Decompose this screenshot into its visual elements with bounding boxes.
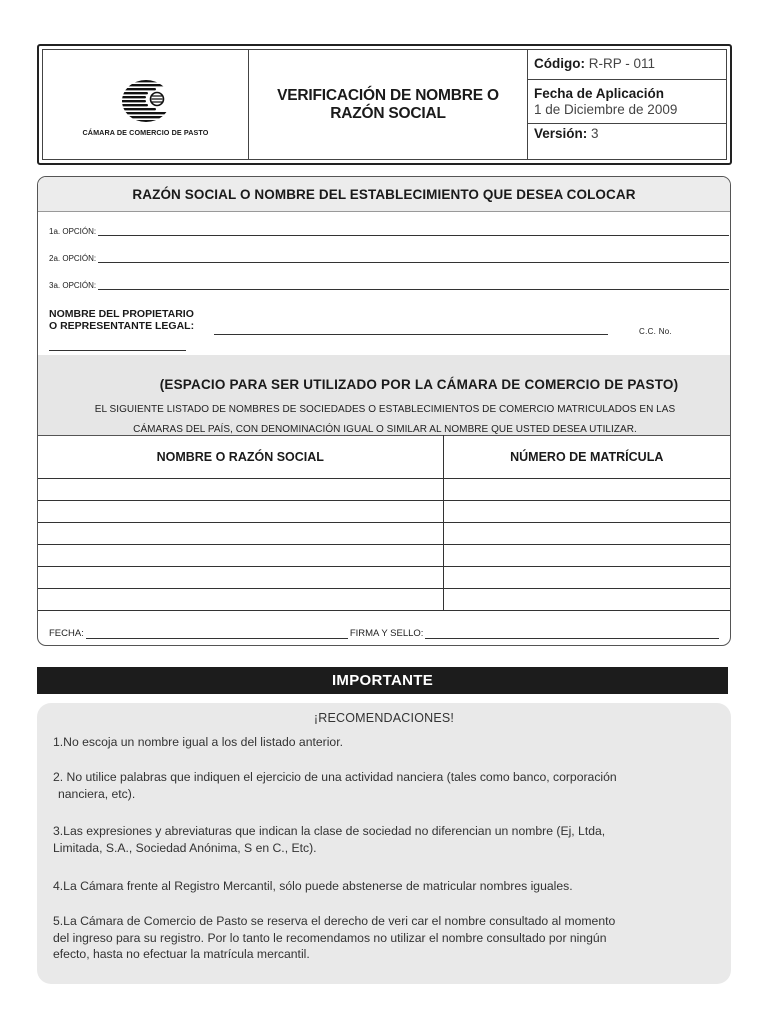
logo-cell bbox=[43, 50, 249, 159]
cc-number-field[interactable] bbox=[49, 350, 186, 351]
owner-label-line-2: O REPRESENTANTE LEGAL: bbox=[49, 320, 195, 332]
table-cell[interactable] bbox=[443, 501, 730, 523]
recommendation-3-line-1: 3.Las expresiones y abreviaturas que indican la clase de sociedad no diferencian un nombre (Ej, Ltda, bbox=[53, 824, 606, 838]
chamber-desc-line-1: EL SIGUIENTE LISTADO DE NOMBRES DE SOCIEDADES O ESTABLECIMIENTOS DE COMERCIO MATRICULADOS EN LAS bbox=[94, 404, 676, 415]
table-cell[interactable] bbox=[443, 479, 730, 501]
option-3-label: 3a. OPCIÓN: bbox=[49, 281, 97, 290]
title-cell bbox=[249, 50, 528, 159]
signature-label: FIRMA Y SELLO: bbox=[349, 628, 424, 639]
signature-field[interactable] bbox=[425, 630, 719, 639]
owner-label-line-1: NOMBRE DEL PROPIETARIO bbox=[49, 308, 194, 320]
table-row bbox=[38, 479, 730, 501]
column-header-registration: NÚMERO DE MATRÍCULA bbox=[443, 436, 730, 479]
owner-label bbox=[49, 308, 194, 332]
option-1-row bbox=[49, 227, 729, 236]
table-row bbox=[38, 567, 730, 589]
meta-cell bbox=[528, 50, 726, 159]
date-row bbox=[528, 80, 726, 124]
table-row bbox=[38, 523, 730, 545]
option-3-field[interactable] bbox=[98, 282, 729, 290]
title-line-1: VERIFICACIÓN DE NOMBRE O bbox=[277, 86, 499, 104]
chamber-logo-icon bbox=[114, 79, 178, 123]
chamber-desc-line-2: CÁMARAS DEL PAÍS, CON DENOMINACIÓN IGUAL O SIMILAR AL NOMBRE QUE USTED DESEA UTILIZAR. bbox=[133, 424, 637, 435]
table-cell[interactable] bbox=[443, 567, 730, 589]
table-cell[interactable] bbox=[38, 501, 443, 523]
recommendation-4: 4.La Cámara frente al Registro Mercantil, sólo puede abstenerse de matricular nombres iguales. bbox=[53, 879, 573, 893]
option-2-field[interactable] bbox=[98, 255, 729, 263]
recommendation-5-line-2: del ingreso para su registro. Por lo tanto le recomendamos no utilizar el nombre consultado por ningún bbox=[53, 930, 607, 945]
recommendation-3 bbox=[53, 823, 725, 856]
header-table bbox=[42, 49, 727, 160]
date-field[interactable] bbox=[86, 630, 348, 639]
code-row bbox=[528, 50, 726, 80]
chamber-use-title: (ESPACIO PARA SER UTILIZADO POR LA CÁMARA DE COMERCIO DE PASTO) bbox=[159, 377, 679, 392]
version-label: Versión: bbox=[534, 126, 588, 141]
recommendation-5-line-3: efecto, hasta no efectuar la matrícula mercantil. bbox=[53, 947, 310, 961]
table-cell[interactable] bbox=[38, 545, 443, 567]
cc-label: C.C. No. bbox=[639, 327, 673, 336]
option-1-label: 1a. OPCIÓN: bbox=[49, 227, 97, 236]
recommendations-title: ¡RECOMENDACIONES! bbox=[313, 711, 455, 725]
recommendation-3-line-2: Limitada, S.A., Sociedad Anónima, S en C., Etc). bbox=[53, 840, 317, 855]
column-header-name: NOMBRE O RAZÓN SOCIAL bbox=[38, 436, 443, 479]
matches-table bbox=[38, 435, 730, 611]
table-cell[interactable] bbox=[38, 523, 443, 545]
option-2-label: 2a. OPCIÓN: bbox=[49, 254, 97, 263]
date-label: Fecha de Aplicación bbox=[534, 86, 665, 101]
table-cell[interactable] bbox=[443, 589, 730, 611]
form-heading: RAZÓN SOCIAL O NOMBRE DEL ESTABLECIMIENTO QUE DESEA COLOCAR bbox=[38, 177, 730, 212]
version-value: 3 bbox=[591, 126, 599, 141]
recommendation-5 bbox=[53, 913, 725, 963]
version-row bbox=[528, 124, 726, 159]
name-request-form bbox=[37, 176, 731, 646]
org-name: CÁMARA DE COMERCIO DE PASTO bbox=[82, 127, 209, 137]
table-cell[interactable] bbox=[443, 523, 730, 545]
recommendation-1: 1.No escoja un nombre igual a los del listado anterior. bbox=[53, 735, 343, 749]
chamber-use-description bbox=[44, 400, 726, 440]
recommendations-box bbox=[37, 703, 731, 984]
option-3-row bbox=[49, 281, 729, 290]
code-label: Código: bbox=[534, 56, 585, 71]
table-row bbox=[38, 545, 730, 567]
table-row bbox=[38, 501, 730, 523]
code-value: R-RP - 011 bbox=[588, 56, 656, 71]
table-row bbox=[38, 589, 730, 611]
table-cell[interactable] bbox=[38, 567, 443, 589]
table-cell[interactable] bbox=[38, 479, 443, 501]
page-title bbox=[277, 87, 499, 123]
option-2-row bbox=[49, 254, 729, 263]
option-1-field[interactable] bbox=[98, 228, 729, 236]
document-header bbox=[37, 44, 732, 165]
date-label: FECHA: bbox=[49, 628, 84, 639]
table-cell[interactable] bbox=[38, 589, 443, 611]
title-line-2: RAZÓN SOCIAL bbox=[330, 104, 446, 122]
table-header-row bbox=[38, 436, 730, 479]
owner-name-field[interactable] bbox=[214, 334, 608, 335]
date-value: 1 de Diciembre de 2009 bbox=[534, 102, 678, 117]
important-banner: IMPORTANTE bbox=[37, 667, 728, 694]
recommendation-2-line-1: 2. No utilice palabras que indiquen el ejercicio de una actividad nanciera (tales como banco, corporación bbox=[53, 770, 617, 784]
recommendation-2-line-2: nanciera, etc). bbox=[58, 786, 136, 801]
table-cell[interactable] bbox=[443, 545, 730, 567]
recommendation-5-line-1: 5.La Cámara de Comercio de Pasto se reserva el derecho de veri car el nombre consultado al momento bbox=[53, 914, 616, 928]
signature-row bbox=[49, 628, 721, 639]
recommendation-2 bbox=[53, 769, 725, 802]
